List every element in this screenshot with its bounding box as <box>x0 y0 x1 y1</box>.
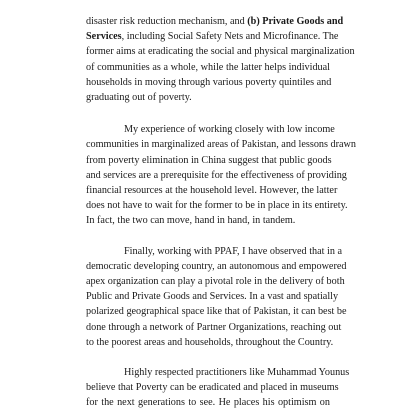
paragraph-3 <box>86 244 347 350</box>
text-line <box>86 14 344 29</box>
bold-text-run: (b) Private Goods and <box>247 16 344 27</box>
text-line: and services are a prerequisite for the effectiveness of providing <box>86 169 347 181</box>
text-run: disaster risk reduction mechanism, and <box>86 16 248 27</box>
bold-text-run: Services <box>86 31 122 43</box>
text-line: financial resources at the household level. However, the latter <box>86 185 338 197</box>
text-line: Highly respected practitioners like Muhammad Younus <box>124 367 350 379</box>
body-text <box>86 14 356 416</box>
paragraph-1 <box>86 14 355 105</box>
text-line <box>86 29 339 44</box>
text-line: apex organization can play a pivotal role in the delivery of both <box>86 276 345 288</box>
text-line: does not have to wait for the former to be in place in its entirety. <box>86 200 348 212</box>
text-line: former aims at eradicating the social and physical marginalization <box>86 46 355 58</box>
paragraph-4 <box>86 365 350 411</box>
text-line: of communities as a whole, while the latter helps individual <box>86 61 330 73</box>
text-line: Public and Private Goods and Services. In a vast and spatially <box>86 291 339 303</box>
paragraph-2 <box>86 122 356 228</box>
text-line: households in moving through various poverty quintiles and <box>86 76 332 88</box>
text-line: believe that Poverty can be eradicated and placed in museums <box>86 382 339 394</box>
text-line: polarized geographical space like that of Pakistan, it can best be <box>86 306 347 318</box>
text-line: for the next generations to see. He places his optimism on <box>86 397 330 409</box>
text-line: to the poorest areas and households, throughout the Country. <box>86 336 334 348</box>
text-line: In fact, the two can move, hand in hand, in tandem. <box>86 215 296 227</box>
text-run: , including Social Safety Nets and Microfinance. The <box>121 31 339 43</box>
text-line: graduating out of poverty. <box>86 92 192 104</box>
text-line: My experience of working closely with low income <box>124 124 335 136</box>
text-line: from poverty elimination in China suggest that public goods <box>86 154 332 166</box>
text-line: done through a network of Partner Organizations, reaching out <box>86 321 342 333</box>
text-line: communities in marginalized areas of Pakistan, and lessons drawn <box>86 139 356 151</box>
text-line: democratic developing country, an autonomous and empowered <box>86 260 347 272</box>
text-line: Finally, working with PPAF, I have observed that in a <box>124 245 343 257</box>
